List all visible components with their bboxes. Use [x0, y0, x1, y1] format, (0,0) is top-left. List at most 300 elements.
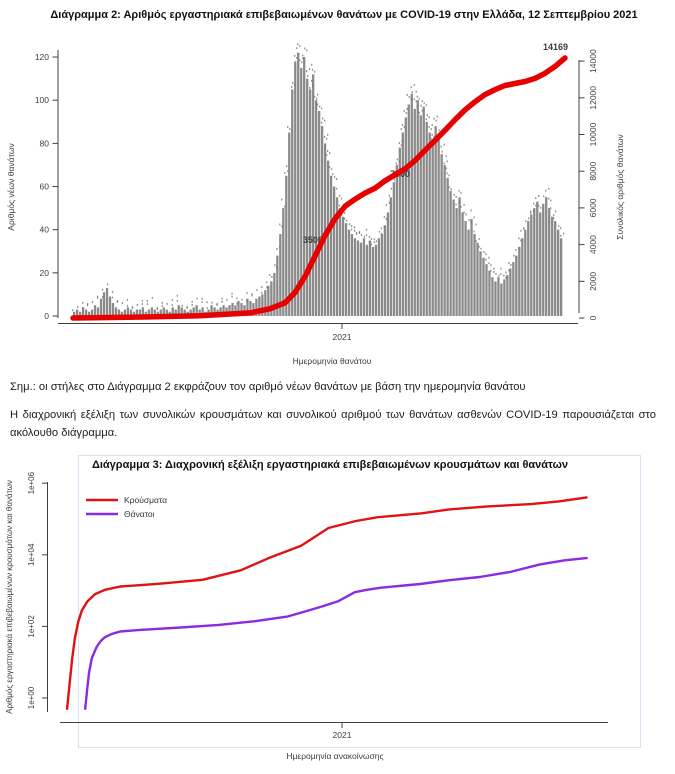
- chart3-axes: [27, 471, 608, 728]
- bar-value-speck: [172, 299, 173, 301]
- bar-value-speck: [346, 220, 347, 222]
- bar-value-speck: [304, 48, 305, 50]
- bar-value-speck: [407, 94, 408, 96]
- bar-value-speck: [319, 106, 320, 108]
- bar-value-speck: [563, 233, 564, 235]
- y-left-tick-label: 80: [39, 138, 49, 149]
- bar: [512, 262, 514, 316]
- bar-value-speck: [455, 204, 456, 206]
- bar-value-speck: [354, 227, 355, 229]
- y-right-tick-label: 4000: [588, 235, 598, 255]
- bar-value-speck: [478, 246, 479, 248]
- bar-value-speck: [294, 84, 295, 86]
- bar-value-speck: [92, 301, 93, 303]
- bar-value-speck: [409, 96, 410, 98]
- bar-value-speck: [82, 302, 83, 304]
- bar-value-speck: [112, 291, 113, 293]
- bar: [363, 238, 365, 316]
- bar-value-speck: [147, 300, 148, 302]
- bar: [282, 208, 284, 316]
- bar-value-speck: [324, 120, 325, 122]
- bar-value-speck: [446, 155, 447, 157]
- bar-value-speck: [309, 68, 310, 70]
- bar-value-speck: [419, 112, 420, 114]
- bar-value-speck: [550, 200, 551, 202]
- bar-value-speck: [553, 214, 554, 216]
- bar: [458, 197, 460, 316]
- bar-value-speck: [399, 160, 400, 162]
- bar: [473, 234, 475, 316]
- bar-value-speck: [533, 210, 534, 212]
- bar-value-speck: [508, 270, 509, 272]
- bar-value-speck: [327, 150, 328, 152]
- bar: [396, 165, 398, 316]
- bar-value-speck: [246, 300, 247, 302]
- bar-value-speck: [421, 105, 422, 107]
- bar-value-speck: [411, 98, 412, 100]
- bar-value-speck: [447, 160, 448, 162]
- bar-value-speck: [396, 162, 397, 164]
- bar-value-speck: [508, 262, 509, 264]
- bar-value-speck: [495, 273, 496, 275]
- bar-value-speck: [331, 168, 332, 170]
- bar-value-speck: [294, 55, 295, 57]
- bar-value-speck: [490, 270, 491, 272]
- bar-value-speck: [314, 96, 315, 98]
- bar: [408, 105, 410, 316]
- bar-value-speck: [429, 126, 430, 128]
- bar-value-speck: [269, 274, 270, 276]
- bar: [411, 94, 413, 316]
- bar: [339, 208, 341, 316]
- bar: [318, 111, 320, 316]
- bar-value-speck: [302, 57, 303, 59]
- bar: [554, 221, 556, 316]
- bar-value-speck: [429, 116, 430, 118]
- bar-value-speck: [493, 268, 494, 270]
- bar: [438, 139, 440, 316]
- bar: [497, 277, 499, 316]
- bar-value-speck: [437, 116, 438, 118]
- bar-value-speck: [436, 120, 437, 122]
- bar-value-speck: [221, 298, 222, 300]
- bar-value-speck: [306, 70, 307, 72]
- figure3-title: Διάγραμμα 3: Διαχρονική εξέλιξη εργαστηριακά επιβεβαιωμένων κρουσμάτων και θανάτων: [91, 459, 569, 471]
- bar-value-speck: [384, 216, 385, 218]
- bar-value-speck: [192, 301, 193, 303]
- bar: [515, 256, 517, 316]
- bar-value-speck: [177, 300, 178, 302]
- bar: [509, 269, 511, 316]
- bar-value-speck: [548, 188, 549, 190]
- bar: [345, 223, 347, 316]
- bar-value-speck: [312, 85, 313, 87]
- y-tick-label: 1e+06: [27, 471, 36, 495]
- bar-value-speck: [256, 289, 257, 291]
- bar: [309, 89, 311, 316]
- y-right-tick-label: 12000: [588, 85, 598, 110]
- bar: [414, 109, 416, 316]
- bar: [527, 221, 529, 316]
- bar: [354, 238, 356, 316]
- bar-value-speck: [142, 300, 143, 302]
- bar-value-speck: [463, 204, 464, 206]
- bar-value-speck: [87, 304, 88, 306]
- bar: [557, 230, 559, 316]
- bar: [482, 258, 484, 316]
- bar-value-speck: [309, 87, 310, 89]
- bar-value-speck: [515, 249, 516, 251]
- bar-value-speck: [341, 198, 342, 200]
- bar-value-speck: [127, 305, 128, 307]
- bar: [500, 284, 502, 316]
- bar: [351, 234, 353, 316]
- bar: [423, 107, 425, 316]
- bar-value-speck: [299, 59, 300, 61]
- bar-value-speck: [292, 82, 293, 84]
- bar-value-speck: [364, 236, 365, 238]
- bar-value-speck: [520, 230, 521, 232]
- bar: [357, 240, 359, 316]
- chart3-y-axis-title: Αριθμός εργαστηριακά επιβεβαιωμένων κρουσμάτων και θανάτων: [5, 480, 14, 714]
- bar-value-speck: [311, 80, 312, 82]
- bar: [485, 264, 487, 316]
- bar: [402, 133, 404, 316]
- bar-value-speck: [414, 84, 415, 86]
- bar-value-speck: [276, 248, 277, 250]
- bar: [420, 115, 422, 316]
- bar-value-speck: [366, 229, 367, 231]
- bar-value-speck: [82, 307, 83, 309]
- bar-value-speck: [317, 104, 318, 106]
- bar-value-speck: [326, 154, 327, 156]
- bar-value-speck: [291, 86, 292, 88]
- bar-value-speck: [488, 262, 489, 264]
- bar-value-speck: [454, 194, 455, 196]
- paragraph-text: Η διαχρονική εξέλιξη των συνολικών κρουσμάτων και συνολικού αριθμού των θανάτων ασθενών COVID-19 παρουσιάζεται στο ακόλουθο διάγραμμα.: [10, 409, 656, 439]
- bar-value-speck: [475, 240, 476, 242]
- bar-value-speck: [301, 61, 302, 63]
- bar: [533, 208, 535, 316]
- bar-value-speck: [520, 239, 521, 241]
- bar-value-speck: [261, 292, 262, 294]
- bar-value-speck: [329, 152, 330, 154]
- bar-value-speck: [441, 146, 442, 148]
- bar: [109, 297, 111, 316]
- bar-value-speck: [416, 91, 417, 93]
- bar-value-speck: [157, 308, 158, 310]
- bar-value-speck: [417, 105, 418, 107]
- bar-value-speck: [266, 281, 267, 283]
- y-left-tick-label: 100: [34, 95, 49, 106]
- bar-value-speck: [389, 202, 390, 204]
- bar-value-speck: [458, 202, 459, 204]
- bar-value-speck: [207, 301, 208, 303]
- bar-value-speck: [211, 302, 212, 304]
- bar-value-speck: [122, 302, 123, 304]
- bar-value-speck: [460, 206, 461, 208]
- bar: [494, 281, 496, 316]
- bar: [366, 245, 368, 316]
- bar: [372, 247, 374, 316]
- bar-value-speck: [137, 304, 138, 306]
- bar: [100, 299, 102, 316]
- bar-value-speck: [117, 301, 118, 303]
- bar: [506, 275, 508, 316]
- bar-value-speck: [246, 292, 247, 294]
- bar-value-speck: [202, 298, 203, 300]
- figure2-title: Διάγραμμα 2: Αριθμός εργαστηριακά επιβεβαιωμένων θανάτων με COVID-19 στην Ελλάδα, 12 Σεπτεμβρίου 2021: [50, 9, 638, 21]
- bar: [384, 225, 386, 316]
- bar-value-speck: [349, 223, 350, 225]
- bar: [560, 238, 562, 316]
- bar-value-speck: [371, 243, 372, 245]
- bar: [378, 238, 380, 316]
- bar-value-speck: [505, 277, 506, 279]
- y-right-tick-label: 10000: [588, 122, 598, 147]
- y-right-tick-label: 0: [588, 315, 598, 321]
- bar: [435, 126, 437, 316]
- bar: [479, 251, 481, 316]
- bar: [333, 187, 335, 316]
- bar: [330, 176, 332, 316]
- bar-value-speck: [500, 268, 501, 270]
- bar-value-speck: [374, 241, 375, 243]
- note-text: Σημ.: οι στήλες στο Διάγραμμα 2 εκφράζουν τον αριθμό νέων θανάτων με βάση την ημερομηνία θανάτου: [10, 381, 526, 393]
- bar-value-speck: [286, 165, 287, 167]
- bar-value-speck: [401, 144, 402, 146]
- bar: [417, 100, 419, 316]
- deaths-line: [85, 558, 586, 709]
- bar-value-speck: [406, 112, 407, 114]
- bar-value-speck: [296, 47, 297, 49]
- bar-value-speck: [177, 295, 178, 297]
- bar-value-speck: [287, 170, 288, 172]
- bar-value-speck: [470, 221, 471, 223]
- bar-value-speck: [291, 130, 292, 132]
- bar-value-speck: [332, 173, 333, 175]
- bar: [291, 89, 293, 316]
- bar-value-speck: [351, 229, 352, 231]
- bar-value-speck: [545, 190, 546, 192]
- bar-value-speck: [444, 162, 445, 164]
- bar: [288, 133, 290, 316]
- bar-value-speck: [324, 136, 325, 138]
- bar: [542, 204, 544, 316]
- bar: [103, 292, 105, 316]
- bar-value-speck: [500, 273, 501, 275]
- bar-value-speck: [312, 69, 313, 71]
- bar-value-speck: [493, 271, 494, 273]
- bar-value-speck: [485, 259, 486, 261]
- bar-value-speck: [422, 100, 423, 102]
- bar-value-speck: [162, 302, 163, 304]
- bar-value-speck: [465, 214, 466, 216]
- bar-value-speck: [231, 296, 232, 298]
- bar-value-speck: [401, 128, 402, 130]
- bar-value-speck: [533, 203, 534, 205]
- chart3-x-tick-2021: 2021: [332, 730, 352, 740]
- bar: [297, 53, 299, 316]
- bar-value-speck: [289, 128, 290, 130]
- bar-value-speck: [374, 238, 375, 240]
- bar: [112, 303, 114, 316]
- bar-value-speck: [391, 188, 392, 190]
- bar-value-speck: [344, 218, 345, 220]
- chart2-deaths-histogram: [0, 0, 675, 374]
- bar: [443, 165, 445, 316]
- bar: [369, 240, 371, 316]
- bar-value-speck: [297, 43, 298, 45]
- bar-value-speck: [442, 151, 443, 153]
- bar-value-speck: [483, 251, 484, 253]
- bar-value-speck: [197, 298, 198, 300]
- bar-value-speck: [142, 303, 143, 305]
- bar-value-speck: [444, 144, 445, 146]
- bar: [545, 197, 547, 316]
- bar-value-speck: [316, 98, 317, 100]
- bar-value-speck: [449, 174, 450, 176]
- bar-value-speck: [389, 195, 390, 197]
- bar-value-speck: [344, 212, 345, 214]
- y-right-tick-label: 2000: [588, 271, 598, 291]
- bar-value-speck: [402, 124, 403, 126]
- bar: [491, 277, 493, 316]
- bar-value-speck: [356, 233, 357, 235]
- y-left-tick-label: 60: [39, 181, 49, 192]
- bar: [405, 117, 407, 316]
- bar: [476, 243, 478, 316]
- bar-value-speck: [424, 102, 425, 104]
- y-tick-label: 1e+02: [27, 615, 36, 638]
- bar-value-speck: [221, 301, 222, 303]
- bar-value-speck: [473, 231, 474, 233]
- bar-value-speck: [226, 299, 227, 301]
- bar: [551, 217, 553, 316]
- bar-value-speck: [417, 96, 418, 98]
- bar-value-speck: [560, 235, 561, 237]
- bar: [375, 245, 377, 316]
- bar-value-speck: [528, 218, 529, 220]
- bar-value-speck: [132, 307, 133, 309]
- bar-value-speck: [207, 307, 208, 309]
- bar-value-speck: [404, 126, 405, 128]
- bar: [461, 212, 463, 316]
- bar-value-speck: [456, 196, 457, 198]
- bar-value-speck: [236, 297, 237, 299]
- bar-value-speck: [535, 205, 536, 207]
- y-left-tick-label: 0: [44, 311, 49, 321]
- y-tick-label: 1e+00: [27, 686, 36, 710]
- bar-value-speck: [187, 307, 188, 309]
- bar-value-speck: [431, 138, 432, 140]
- legend-cases-label: Κρούσματα: [124, 495, 168, 505]
- bar-value-speck: [518, 237, 519, 239]
- bar-value-speck: [321, 122, 322, 124]
- bar-value-speck: [490, 264, 491, 266]
- bar-value-speck: [102, 289, 103, 291]
- bar-value-speck: [399, 142, 400, 144]
- bar-value-speck: [314, 71, 315, 73]
- y-right-tick-label: 6000: [588, 198, 598, 218]
- bar: [315, 100, 317, 316]
- y-left-tick-label: 40: [39, 224, 49, 235]
- bar: [539, 212, 541, 316]
- bar-value-speck: [107, 283, 108, 285]
- bar: [97, 307, 99, 316]
- bar-value-speck: [384, 226, 385, 228]
- bar-value-speck: [560, 227, 561, 229]
- bar: [342, 217, 344, 316]
- chart2-y-left-axis-title: Αριθμός νέων θανάτων: [6, 143, 16, 231]
- bar-value-speck: [361, 234, 362, 236]
- bar-value-speck: [548, 198, 549, 200]
- bar: [76, 310, 78, 316]
- bar-value-speck: [386, 204, 387, 206]
- cumulative-milestone-label: 14169: [542, 42, 568, 52]
- bar-value-speck: [369, 241, 370, 243]
- chart3-series-lines: [67, 497, 587, 708]
- bar-value-speck: [434, 118, 435, 120]
- bar-value-speck: [503, 275, 504, 277]
- bar: [548, 208, 550, 316]
- bar-value-speck: [379, 231, 380, 233]
- bar-value-speck: [369, 236, 370, 238]
- bar-value-speck: [329, 166, 330, 168]
- bar-value-speck: [231, 293, 232, 295]
- bar-value-speck: [152, 297, 153, 299]
- bar-value-speck: [339, 195, 340, 197]
- bar-value-speck: [216, 304, 217, 306]
- bar: [470, 219, 472, 316]
- bar-value-speck: [279, 224, 280, 226]
- bar-value-speck: [284, 206, 285, 208]
- bar-value-speck: [518, 247, 519, 249]
- bar-value-speck: [427, 114, 428, 116]
- bar-value-speck: [515, 257, 516, 259]
- bar-value-speck: [296, 57, 297, 59]
- bar-value-speck: [543, 195, 544, 197]
- bar-value-speck: [327, 134, 328, 136]
- bar-value-speck: [381, 233, 382, 235]
- bar: [521, 238, 523, 316]
- bar-value-speck: [317, 94, 318, 96]
- bar: [524, 230, 526, 316]
- bar-value-speck: [147, 303, 148, 305]
- bar-value-speck: [550, 207, 551, 209]
- bar-value-speck: [336, 178, 337, 180]
- bar-value-speck: [354, 230, 355, 232]
- bar-value-speck: [426, 118, 427, 120]
- bar-value-speck: [422, 110, 423, 112]
- bar-value-speck: [97, 297, 98, 299]
- bar-value-speck: [538, 195, 539, 197]
- bar-value-speck: [538, 205, 539, 207]
- bar: [285, 176, 287, 316]
- bar-value-speck: [381, 228, 382, 230]
- y-tick-label: 1e+04: [27, 543, 36, 567]
- bar: [503, 279, 505, 316]
- bar: [393, 182, 395, 316]
- bar-value-speck: [302, 55, 303, 57]
- bar-value-speck: [284, 172, 285, 174]
- bar: [441, 154, 443, 316]
- chart2-x-tick-2021: 2021: [332, 332, 352, 342]
- chart3-legend: [86, 495, 167, 519]
- bar-value-speck: [261, 286, 262, 288]
- bar-value-speck: [432, 124, 433, 126]
- y-left-tick-label: 120: [34, 52, 49, 63]
